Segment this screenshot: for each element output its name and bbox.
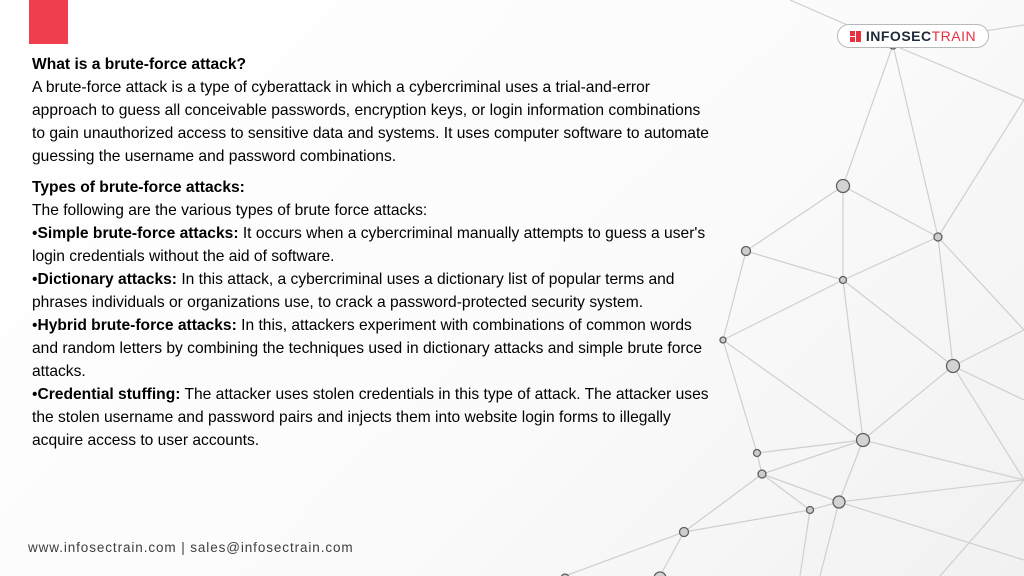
- term-dictionary: Dictionary attacks:: [37, 271, 177, 288]
- bullet: •: [32, 317, 38, 334]
- footer-contact: www.infosectrain.com | sales@infosectrain.com: [28, 540, 354, 555]
- logo-text-red: TRAIN: [931, 28, 977, 44]
- description-simple-brute-force: It occurs when a cybercriminal manually attempts to guess a user's login credentials without the aid of software.: [32, 225, 706, 265]
- section-heading-types: Types of brute-force attacks:: [32, 179, 245, 196]
- term-hybrid: Hybrid brute-force attacks:: [37, 317, 237, 334]
- logo-mark-icon: [850, 31, 861, 42]
- description-dictionary: In this attack, a cybercriminal uses a dictionary list of popular terms and phrases individuals or organizations use, to crack a password-protected security system.: [32, 271, 675, 311]
- bullet: •: [32, 386, 38, 403]
- logo-text: [866, 29, 976, 43]
- term-credential-stuffing: Credential stuffing:: [37, 386, 181, 403]
- section-paragraph-definition: A brute-force attack is a type of cyberattack in which a cybercriminal uses a trial-and-error approach to guess all conceivable passwords, encryption keys, or login information combinations to gain unauthorized access to sensitive data and systems. It uses computer software to automate guessing the username and password combinations.: [32, 79, 709, 165]
- accent-bar: [29, 0, 68, 44]
- list-item-credential-stuffing: [32, 383, 712, 452]
- bullet: •: [32, 271, 38, 288]
- term-simple-brute-force: Simple brute-force attacks:: [37, 225, 239, 242]
- slide-content: [32, 53, 712, 452]
- bullet: •: [32, 225, 38, 242]
- description-credential-stuffing: The attacker uses stolen credentials in this type of attack. The attacker uses the stolen username and password pairs and injects them into website login forms to illegally acquire access to user accounts.: [32, 386, 709, 449]
- infosectrain-logo: [837, 24, 989, 48]
- list-item-dictionary: [32, 268, 712, 314]
- list-item-hybrid: [32, 314, 712, 383]
- section-heading-what-is: What is a brute-force attack?: [32, 56, 247, 73]
- types-intro: The following are the various types of brute force attacks:: [32, 202, 428, 219]
- logo-text-dark: INFOSEC: [865, 28, 932, 44]
- list-item-simple-brute-force: [32, 222, 712, 268]
- description-hybrid: In this, attackers experiment with combinations of common words and random letters by combining the techniques used in dictionary attacks and simple brute force attacks.: [32, 317, 703, 380]
